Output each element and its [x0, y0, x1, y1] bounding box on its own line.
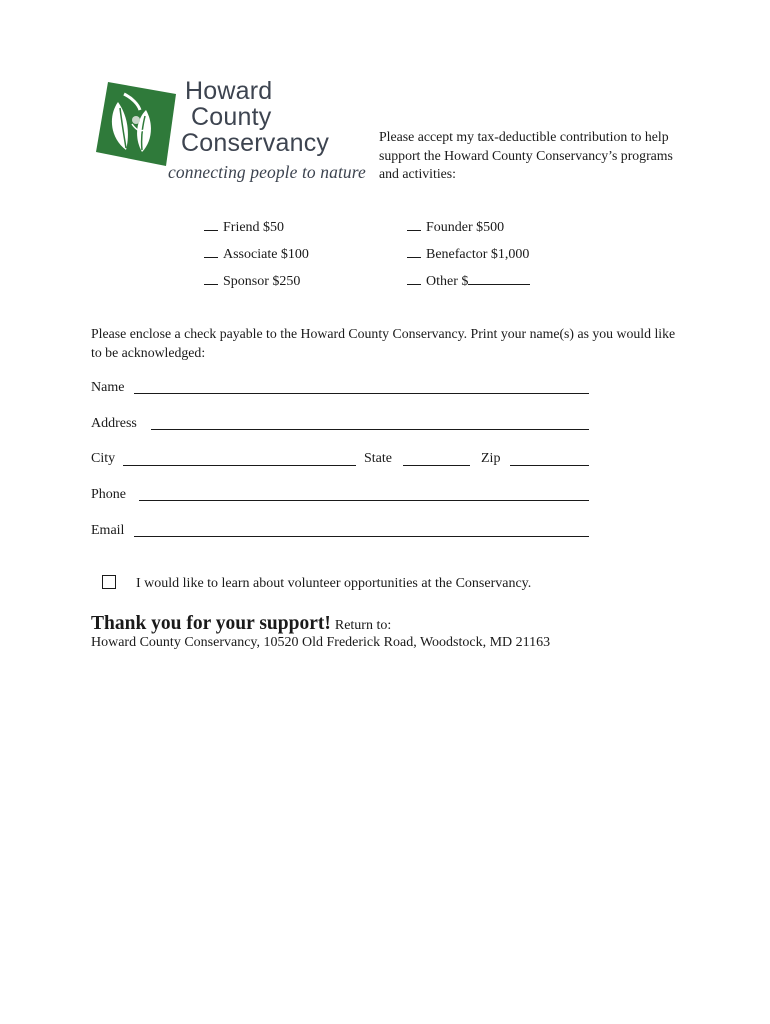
option-founder[interactable] [407, 218, 504, 237]
option-associate[interactable] [204, 245, 309, 264]
phone-label: Phone [91, 487, 126, 502]
return-address: Howard County Conservancy, 10520 Old Frederick Road, Woodstock, MD 21163 [91, 635, 551, 650]
option-label: Other $ [426, 274, 469, 289]
intro-text: Please accept my tax-deductible contribution to help support the Howard County Conservancy’s programs and activities: [379, 129, 673, 181]
email-field[interactable] [134, 536, 589, 537]
logo-tagline: connecting people to nature [168, 162, 366, 182]
volunteer-checkbox[interactable] [102, 575, 116, 589]
option-label: Friend $50 [223, 220, 285, 235]
option-benefactor[interactable] [407, 245, 529, 264]
state-label: State [364, 451, 392, 466]
option-friend[interactable] [204, 218, 284, 237]
option-sponsor[interactable] [204, 272, 300, 291]
logo-wordmark-line1: Howard [185, 77, 273, 105]
option-label: Founder $500 [426, 220, 505, 235]
option-blank [407, 272, 421, 285]
thanks-line [91, 613, 391, 635]
email-label: Email [91, 523, 125, 538]
option-other[interactable] [407, 272, 530, 291]
logo-wordmark-line3: Conservancy [181, 129, 330, 157]
address-label: Address [91, 416, 137, 431]
address-field[interactable] [151, 429, 589, 430]
name-label: Name [91, 380, 125, 395]
option-blank [204, 218, 218, 231]
zip-field[interactable] [510, 465, 589, 466]
option-label: Benefactor $1,000 [426, 247, 530, 262]
option-label: Associate $100 [223, 247, 309, 262]
city-label: City [91, 451, 116, 466]
logo-wordmark-line2: County [191, 103, 272, 131]
thanks-heading: Thank you for your support! [91, 613, 331, 634]
volunteer-label: I would like to learn about volunteer opportunities at the Conservancy. [136, 576, 532, 591]
option-blank [204, 245, 218, 258]
instructions-text: Please enclose a check payable to the Howard County Conservancy. Print your name(s) as you would like to be acknowledged: [91, 326, 676, 360]
conservancy-logo-icon [96, 80, 176, 166]
option-blank [407, 218, 421, 231]
zip-label: Zip [481, 451, 501, 466]
phone-field[interactable] [139, 500, 589, 501]
option-blank [204, 272, 218, 285]
other-amount-blank[interactable] [468, 272, 530, 285]
city-field[interactable] [123, 465, 356, 466]
name-field[interactable] [134, 393, 589, 394]
return-label: Return to: [334, 618, 392, 633]
state-field[interactable] [403, 465, 470, 466]
option-blank [407, 245, 421, 258]
option-label: Sponsor $250 [223, 274, 301, 289]
